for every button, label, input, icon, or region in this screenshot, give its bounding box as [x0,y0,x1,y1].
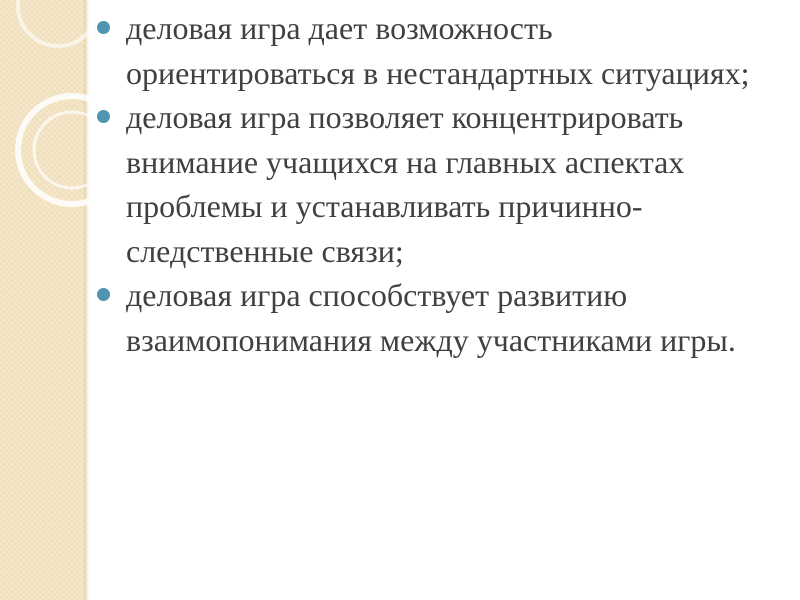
bullet-dot-icon [97,110,110,123]
bullet-dot-icon [97,288,110,301]
bullet-list [96,6,786,362]
bullet-item [96,273,786,362]
bullet-item [96,95,786,273]
bullet-text: деловая игра дает возможность ориентироваться в нестандартных ситуациях; [126,10,750,91]
bullet-text: деловая игра позволяет концентрировать внимание учащихся на главных аспектах проблемы и устанавливать причинно-следственные связи; [126,99,685,269]
bullet-text: деловая игра способствует развитию взаимопонимания между участниками игры. [126,277,736,358]
bullet-item [96,6,786,95]
top-ring [18,0,98,46]
bullet-dot-icon [97,21,110,34]
